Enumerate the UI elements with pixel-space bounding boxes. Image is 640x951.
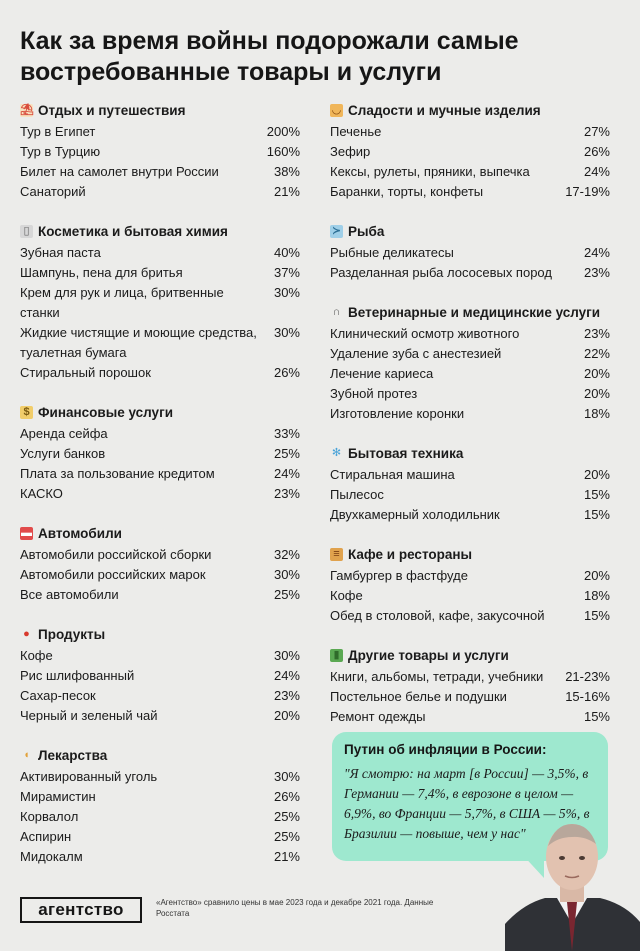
price-row bbox=[330, 465, 610, 485]
price-row bbox=[20, 545, 300, 565]
item-name: Шампунь, пена для бритья bbox=[20, 265, 183, 280]
item-name: Аспирин bbox=[20, 829, 72, 844]
item-name: Книги, альбомы, тетради, учебники bbox=[330, 669, 544, 684]
category-heading bbox=[20, 745, 300, 765]
category-section bbox=[20, 100, 300, 202]
item-name: Черный и зеленый чай bbox=[20, 708, 158, 723]
item-name: Клинический осмотр животного bbox=[330, 326, 520, 341]
price-row bbox=[330, 162, 610, 182]
item-name: Сахар-песок bbox=[20, 688, 96, 703]
category-heading-label: Сладости и мучные изделия bbox=[348, 102, 541, 118]
fish-icon: ≻ bbox=[331, 224, 342, 237]
price-row bbox=[330, 142, 610, 162]
price-increase: 15% bbox=[583, 507, 610, 522]
price-increase: 17-19% bbox=[565, 184, 610, 199]
car-icon: ▬ bbox=[21, 526, 32, 539]
item-name: Стиральный порошок bbox=[20, 365, 151, 380]
price-row bbox=[20, 464, 300, 484]
money-bag-icon: $ bbox=[20, 406, 33, 419]
price-row bbox=[20, 142, 300, 162]
item-name: Стиральная машина bbox=[330, 467, 455, 482]
item-name: Плата за пользование кредитом bbox=[20, 466, 215, 481]
price-row bbox=[20, 706, 300, 726]
item-name: Автомобили российских марок bbox=[20, 567, 206, 582]
item-name: Жидкие чистящие и моющие средства, туалетная бумага bbox=[20, 325, 257, 360]
price-row bbox=[20, 847, 300, 867]
price-increase: 30% bbox=[273, 285, 300, 300]
price-row bbox=[20, 243, 300, 263]
price-increase: 27% bbox=[583, 124, 610, 139]
price-increase: 23% bbox=[273, 688, 300, 703]
price-increase: 25% bbox=[273, 809, 300, 824]
item-name: Изготовление коронки bbox=[330, 406, 465, 421]
price-increase: 23% bbox=[273, 486, 300, 501]
item-name: Рыбные деликатесы bbox=[330, 245, 454, 260]
price-row bbox=[330, 344, 610, 364]
category-section bbox=[330, 443, 610, 525]
price-increase: 30% bbox=[273, 769, 300, 784]
category-heading-label: Лекарства bbox=[38, 747, 108, 763]
category-section bbox=[20, 523, 300, 605]
price-row bbox=[330, 707, 610, 727]
quote-heading: Путин об инфляции в России: bbox=[344, 742, 547, 757]
category-heading-label: Отдых и путешествия bbox=[38, 102, 186, 118]
price-increase: 20% bbox=[273, 708, 300, 723]
item-name: Аренда сейфа bbox=[20, 426, 108, 441]
price-row bbox=[20, 162, 300, 182]
price-row bbox=[330, 485, 610, 505]
price-increase: 15-16% bbox=[565, 689, 610, 704]
agency-logo: агентство bbox=[20, 897, 142, 923]
item-name: Гамбургер в фастфуде bbox=[330, 568, 468, 583]
category-heading bbox=[330, 221, 610, 241]
price-increase: 21% bbox=[273, 849, 300, 864]
price-increase: 160% bbox=[266, 144, 300, 159]
price-row bbox=[20, 122, 300, 142]
price-increase: 40% bbox=[273, 245, 300, 260]
price-increase: 23% bbox=[583, 265, 610, 280]
category-section bbox=[20, 221, 300, 383]
category-heading bbox=[20, 402, 300, 422]
price-increase: 15% bbox=[583, 487, 610, 502]
category-heading bbox=[20, 523, 300, 543]
item-name: Корвалол bbox=[20, 809, 79, 824]
price-increase: 30% bbox=[273, 325, 300, 340]
item-name: Удаление зуба с анестезией bbox=[330, 346, 502, 361]
category-section bbox=[20, 745, 300, 867]
item-name: Лечение кариеса bbox=[330, 366, 434, 381]
category-heading bbox=[330, 544, 610, 564]
item-name: Ремонт одежды bbox=[330, 709, 426, 724]
price-row bbox=[20, 484, 300, 504]
price-row bbox=[20, 565, 300, 585]
croissant-icon: ◡ bbox=[330, 104, 343, 117]
speaker-portrait bbox=[505, 812, 640, 951]
price-row bbox=[20, 666, 300, 686]
category-heading-label: Кафе и рестораны bbox=[348, 546, 473, 562]
category-heading-label: Финансовые услуги bbox=[38, 404, 173, 420]
category-heading-label: Продукты bbox=[38, 626, 106, 642]
item-name: КАСКО bbox=[20, 486, 63, 501]
price-increase: 22% bbox=[583, 346, 610, 361]
item-name: Санаторий bbox=[20, 184, 86, 199]
price-row bbox=[330, 404, 610, 424]
item-name: Крем для рук и лица, бритвенные станки bbox=[20, 285, 224, 320]
price-increase: 21% bbox=[273, 184, 300, 199]
price-row bbox=[20, 263, 300, 283]
apple-icon: ● bbox=[23, 627, 30, 640]
price-increase: 20% bbox=[583, 568, 610, 583]
price-row bbox=[330, 263, 610, 283]
footnote: «Агентство» сравнило цены в мае 2023 года и декабре 2021 года. Данные Росстата bbox=[156, 898, 434, 918]
stethoscope-icon: ∩ bbox=[332, 305, 341, 318]
item-name: Зубная паста bbox=[20, 245, 101, 260]
book-icon: ▮ bbox=[330, 649, 343, 662]
right-column bbox=[330, 100, 610, 746]
quote-text: "Я смотрю: на март [в России] — 3,5%, в Германии — 7,4%, в еврозоне в целом — 6,9%, во Франции — 5,7%, в США — 5%, в Бразилии — повыше, чем у нас" bbox=[344, 766, 590, 841]
category-heading-label: Автомобили bbox=[38, 525, 122, 541]
item-name: Все автомобили bbox=[20, 587, 119, 602]
price-increase: 37% bbox=[273, 265, 300, 280]
price-row bbox=[20, 424, 300, 444]
price-increase: 20% bbox=[583, 467, 610, 482]
item-name: Зубной протез bbox=[330, 386, 418, 401]
price-row bbox=[20, 787, 300, 807]
price-increase: 18% bbox=[583, 588, 610, 603]
price-row bbox=[20, 767, 300, 787]
category-heading-label: Косметика и бытовая химия bbox=[38, 223, 228, 239]
item-name: Печенье bbox=[330, 124, 382, 139]
price-increase: 21-23% bbox=[565, 669, 610, 684]
price-increase: 18% bbox=[583, 406, 610, 421]
category-section bbox=[330, 100, 610, 202]
price-row bbox=[330, 606, 610, 626]
item-name: Мидокалм bbox=[20, 849, 83, 864]
item-name: Пылесос bbox=[330, 487, 384, 502]
price-increase: 200% bbox=[266, 124, 300, 139]
item-name: Двухкамерный холодильник bbox=[330, 507, 500, 522]
category-section bbox=[330, 302, 610, 424]
price-row bbox=[20, 283, 300, 323]
price-row bbox=[330, 122, 610, 142]
item-name: Услуги банков bbox=[20, 446, 106, 461]
item-name: Тур в Турцию bbox=[20, 144, 101, 159]
item-name: Билет на самолет внутри России bbox=[20, 164, 219, 179]
price-row bbox=[20, 585, 300, 605]
category-heading bbox=[20, 221, 300, 241]
price-increase: 25% bbox=[273, 829, 300, 844]
price-row bbox=[20, 807, 300, 827]
item-name: Тур в Египет bbox=[20, 124, 96, 139]
item-name: Кофе bbox=[330, 588, 363, 603]
category-heading bbox=[330, 302, 610, 322]
beach-umbrella-icon: ⛱ bbox=[20, 103, 34, 116]
item-name: Зефир bbox=[330, 144, 371, 159]
category-section bbox=[20, 624, 300, 726]
item-name: Кофе bbox=[20, 648, 53, 663]
category-heading bbox=[330, 100, 610, 120]
item-name: Обед в столовой, кафе, закусочной bbox=[330, 608, 545, 623]
page-title: Как за время войны подорожали самые востребованные товары и услуги bbox=[20, 27, 519, 86]
category-heading bbox=[330, 645, 610, 665]
price-row bbox=[330, 324, 610, 344]
category-heading-label: Бытовая техника bbox=[348, 445, 464, 461]
category-heading-label: Ветеринарные и медицинские услуги bbox=[348, 304, 601, 320]
category-heading-label: Другие товары и услуги bbox=[348, 647, 509, 663]
price-row bbox=[330, 687, 610, 707]
left-column bbox=[20, 100, 300, 886]
snowflake-icon: ✻ bbox=[331, 446, 342, 459]
item-name: Мирамистин bbox=[20, 789, 96, 804]
price-row bbox=[330, 667, 610, 687]
price-increase: 25% bbox=[273, 587, 300, 602]
price-increase: 15% bbox=[583, 709, 610, 724]
burger-icon: ≡ bbox=[330, 548, 343, 561]
price-row bbox=[20, 323, 300, 363]
category-heading bbox=[20, 100, 300, 120]
price-increase: 24% bbox=[583, 164, 610, 179]
price-row bbox=[20, 444, 300, 464]
price-row bbox=[20, 646, 300, 666]
price-row bbox=[330, 243, 610, 263]
price-row bbox=[330, 566, 610, 586]
category-heading bbox=[330, 443, 610, 463]
price-increase: 26% bbox=[583, 144, 610, 159]
price-increase: 23% bbox=[583, 326, 610, 341]
category-heading bbox=[20, 624, 300, 644]
price-increase: 38% bbox=[273, 164, 300, 179]
category-section bbox=[330, 221, 610, 283]
item-name: Активированный уголь bbox=[20, 769, 158, 784]
price-increase: 32% bbox=[273, 547, 300, 562]
price-increase: 24% bbox=[273, 668, 300, 683]
price-increase: 20% bbox=[583, 366, 610, 381]
item-name: Разделанная рыба лососевых пород bbox=[330, 265, 552, 280]
price-increase: 24% bbox=[583, 245, 610, 260]
item-name: Кексы, рулеты, пряники, выпечка bbox=[330, 164, 530, 179]
item-name: Постельное белье и подушки bbox=[330, 689, 507, 704]
item-name: Баранки, торты, конфеты bbox=[330, 184, 484, 199]
price-row bbox=[20, 182, 300, 202]
price-increase: 30% bbox=[273, 648, 300, 663]
pill-icon: ◖ bbox=[23, 748, 30, 761]
category-section bbox=[20, 402, 300, 504]
category-section bbox=[330, 544, 610, 626]
price-increase: 26% bbox=[273, 365, 300, 380]
price-row bbox=[330, 364, 610, 384]
price-increase: 26% bbox=[273, 789, 300, 804]
price-row bbox=[330, 586, 610, 606]
price-row bbox=[20, 686, 300, 706]
price-row bbox=[20, 827, 300, 847]
category-heading-label: Рыба bbox=[348, 223, 385, 239]
price-increase: 30% bbox=[273, 567, 300, 582]
price-increase: 15% bbox=[583, 608, 610, 623]
price-increase: 24% bbox=[273, 466, 300, 481]
item-name: Рис шлифованный bbox=[20, 668, 135, 683]
price-increase: 33% bbox=[273, 426, 300, 441]
price-row bbox=[330, 505, 610, 525]
price-increase: 25% bbox=[273, 446, 300, 461]
price-row bbox=[330, 182, 610, 202]
item-name: Автомобили российской сборки bbox=[20, 547, 212, 562]
soap-icon: ▯ bbox=[20, 225, 33, 238]
price-increase: 20% bbox=[583, 386, 610, 401]
price-row bbox=[330, 384, 610, 404]
price-row bbox=[20, 363, 300, 383]
category-section bbox=[330, 645, 610, 727]
